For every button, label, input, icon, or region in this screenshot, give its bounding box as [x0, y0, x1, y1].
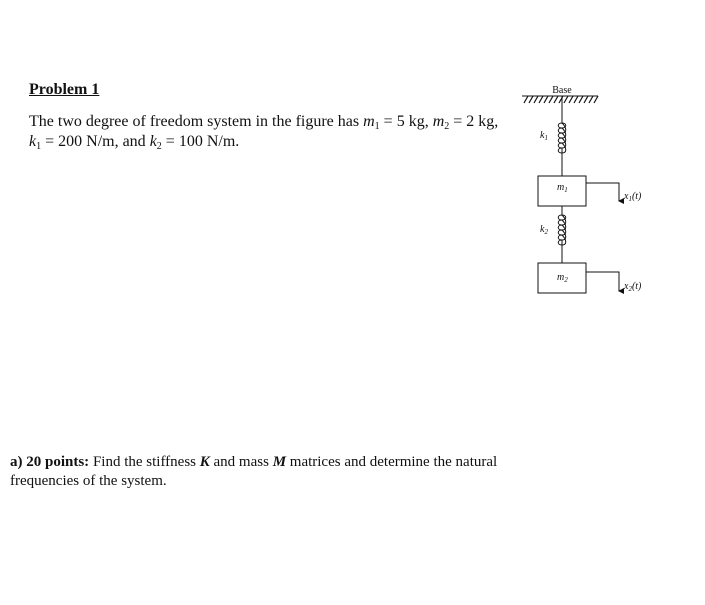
x2-arrow: [586, 272, 619, 291]
x1-arrow: [586, 183, 619, 201]
spring-k2: [558, 206, 566, 263]
part-a-text-3: matrices and determine the natural frequencies of the system.: [10, 454, 498, 489]
k2-symbol: k: [149, 133, 157, 150]
m2-label: $m_2$: [557, 272, 568, 284]
part-a-question: [10, 453, 510, 491]
spring-mass-figure: [510, 75, 690, 315]
k2-value: = 100 N/m.: [161, 133, 240, 150]
m1-subscript: 1: [374, 121, 380, 132]
m2-symbol: m: [432, 113, 445, 130]
x2-label: $x_2(t)$: [624, 281, 642, 293]
m1-symbol: m: [363, 113, 375, 130]
k1-value: = 200 N/m, and: [41, 133, 150, 150]
stiffness-matrix-symbol: K: [199, 454, 210, 470]
problem-statement: [29, 112, 519, 152]
base-ground: [522, 96, 598, 103]
part-a-label: a) 20 points:: [10, 454, 90, 470]
mass-matrix-symbol: M: [272, 454, 287, 470]
k1-symbol: k: [29, 133, 37, 150]
part-a-text-2: and mass: [209, 454, 273, 470]
m1-label: $m_1$: [557, 182, 568, 194]
x1-label: $x_1(t)$: [624, 191, 642, 203]
problem-text-intro: The two degree of freedom system in the figure has: [29, 113, 364, 130]
part-a-text-1: Find the stiffness: [89, 454, 200, 470]
m2-value: = 2 kg,: [449, 113, 499, 130]
spring-k1: [558, 96, 566, 176]
base-label: Base: [552, 85, 572, 96]
m2-subscript: 2: [444, 121, 450, 132]
k2-subscript: 2: [156, 141, 162, 152]
k2-label: $k_2$: [540, 224, 548, 236]
k1-label: $k_1$: [540, 130, 548, 142]
m1-value: = 5 kg,: [379, 113, 433, 130]
k1-subscript: 1: [36, 141, 42, 152]
problem-title: Problem 1: [29, 81, 100, 98]
